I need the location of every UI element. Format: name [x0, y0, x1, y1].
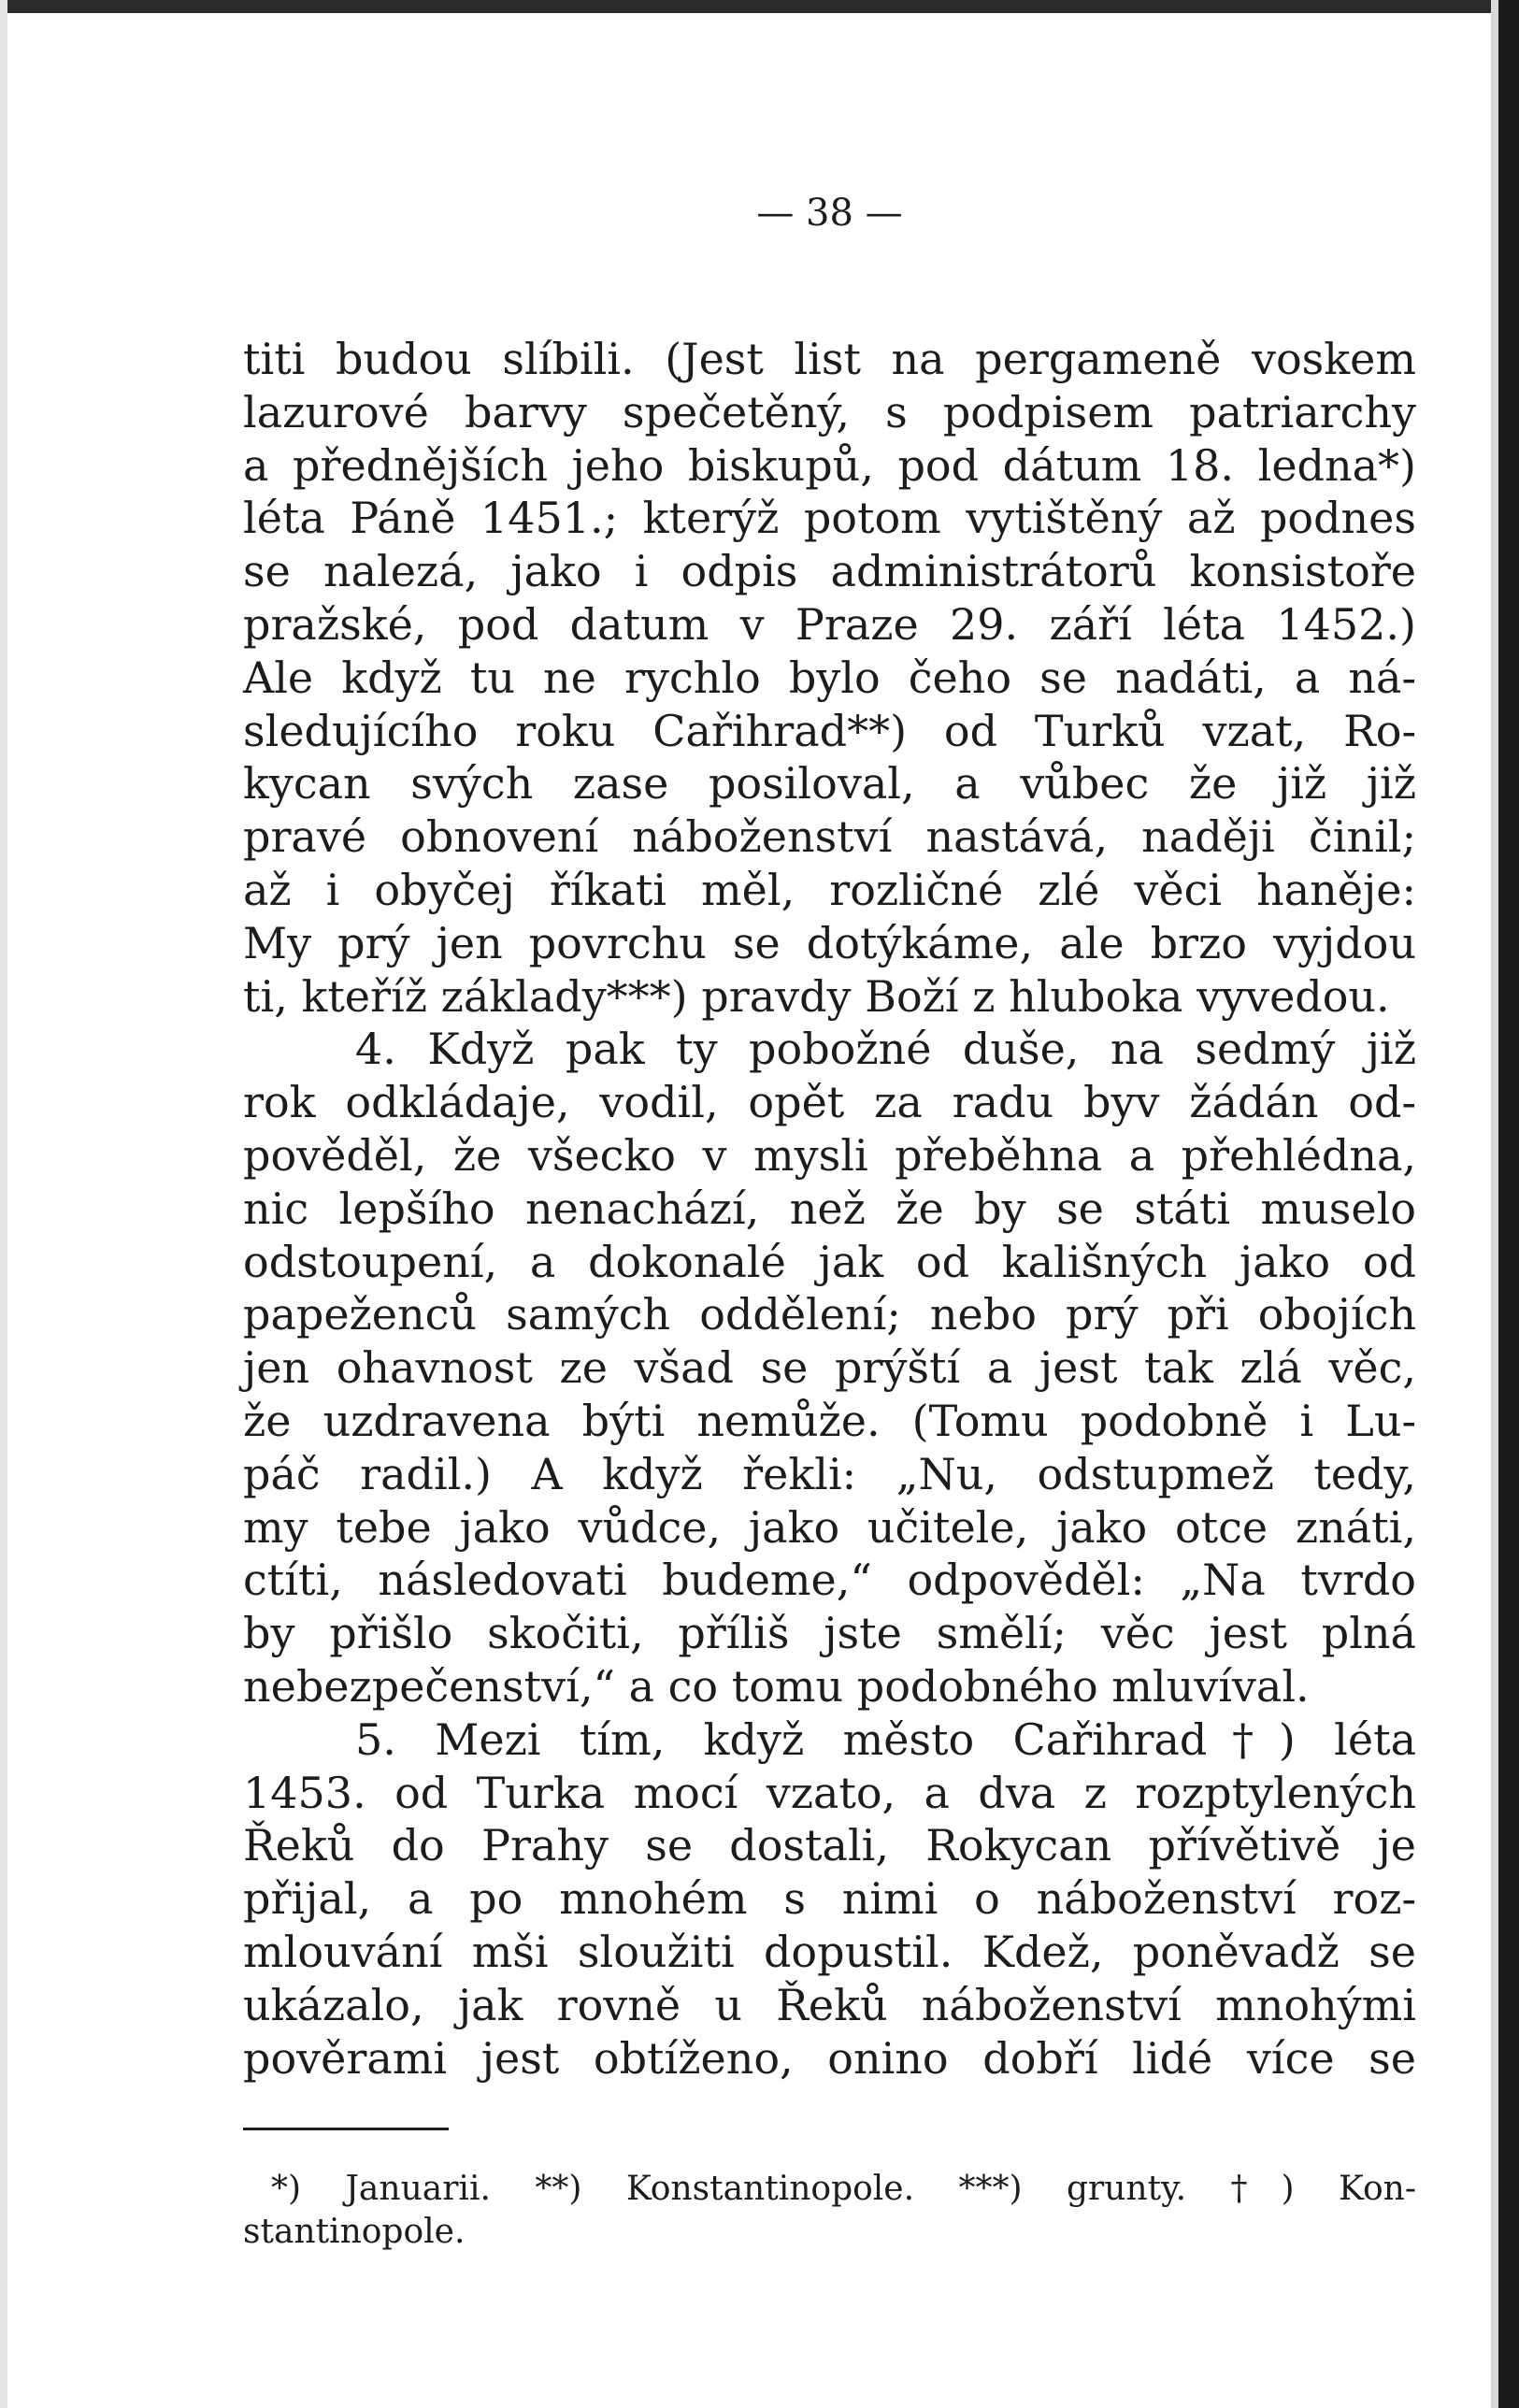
body-line: páč radil.) A když řekli: „Nu, odstupmež tedy,: [243, 1448, 1416, 1499]
body-line: Řeků do Prahy se dostali, Rokycan přívětivě je: [243, 1820, 1416, 1871]
body-line: až i obyčej říkati měl, rozličné zlé věci haněje:: [243, 864, 1416, 915]
body-line: mlouvání mši sloužiti dopustil. Kdež, poněvadž se: [243, 1926, 1416, 1977]
body-line: 4. Když pak ty pobožné duše, na sedmý již: [355, 1024, 1416, 1075]
scan-edge-right-shadow: [1491, 0, 1498, 2408]
body-line: ti, kteříž základy***) pravdy Boží z hluboka vyvedou.: [243, 970, 1390, 1022]
body-line: 1453. od Turka mocí vzato, a dva z rozptylených: [243, 1767, 1416, 1818]
body-line: ctíti, následovati budeme,“ odpověděl: „Na tvrdo: [243, 1555, 1416, 1606]
body-line: lazurové barvy spečetěný, s podpisem patriarchy: [243, 386, 1416, 437]
scan-edge-top: [0, 0, 1519, 13]
body-line: titi budou slíbili. (Jest list na pergameně voskem: [243, 334, 1416, 384]
body-text: [243, 333, 1416, 2085]
body-line: se nalezá, jako i odpis administrátorů konsistoře: [243, 546, 1416, 597]
footnotes: [243, 2168, 1416, 2254]
body-line: odstoupení, a dokonalé jak od kališných jako od: [243, 1236, 1416, 1287]
body-line: pražské, pod datum v Praze 29. září léta 1452.): [243, 598, 1416, 650]
body-line: kycan svých zase posiloval, a vůbec že již již: [243, 758, 1416, 810]
body-line: my tebe jako vůdce, jako učitele, jako otce znáti,: [243, 1501, 1416, 1553]
body-line: pověrami jest obtíženo, onino dobří lidé více se: [243, 2032, 1416, 2084]
body-line: pravé obnovení náboženství nastává, naději činil;: [243, 811, 1416, 863]
body-line: přijal, a po mnohém s nimi o náboženství roz-: [243, 1873, 1416, 1925]
page-number: — 38 —: [756, 192, 903, 235]
footnote-line: stantinopole.: [243, 2213, 466, 2252]
body-line: rok odkládaje, vodil, opět za radu byv žádán od-: [243, 1077, 1416, 1128]
body-line: sledujícího roku Cařihrad**) od Turků vzat, Ro-: [243, 705, 1416, 756]
body-line: papeženců samých oddělení; nebo prý při obojích: [243, 1289, 1416, 1340]
book-page: [243, 187, 1416, 2254]
body-line: jen ohavnost ze všad se prýští a jest tak zlá věc,: [243, 1342, 1416, 1394]
body-line: Ale když tu ne rychlo bylo čeho se nadáti, a ná-: [243, 652, 1416, 703]
body-line: by přišlo skočiti, příliš jste smělí; věc jest plná: [243, 1608, 1416, 1659]
scan-edge-left: [0, 0, 7, 2408]
body-line: My prý jen povrchu se dotýkáme, ale brzo vyjdou: [243, 917, 1416, 968]
body-line: nic lepšího nenachází, než že by se státi muselo: [243, 1182, 1416, 1234]
body-line: 5. Mezi tím, když město Cařihrad†) léta: [355, 1713, 1416, 1765]
body-line: léta Páně 1451.; kterýž potom vytištěný až podnes: [243, 493, 1416, 544]
footnote-rule: [243, 2128, 449, 2130]
body-line: že uzdravena býti nemůže. (Tomu podobně i Lu-: [243, 1395, 1416, 1446]
footnote-line: *) Januarii. **) Konstantinopole. ***) grunty. †) Kon-: [271, 2170, 1416, 2209]
scan-edge-right: [1498, 0, 1519, 2408]
body-line: a přednějších jeho biskupů, pod dátum 18. ledna*): [243, 439, 1416, 491]
body-line: pověděl, že všecko v mysli přeběhna a přehlédna,: [243, 1129, 1416, 1181]
body-line: ukázalo, jak rovně u Řeků náboženství mnohými: [243, 1979, 1416, 2030]
body-line: nebezpečenství,“ a co tomu podobného mluvíval.: [243, 1660, 1310, 1712]
